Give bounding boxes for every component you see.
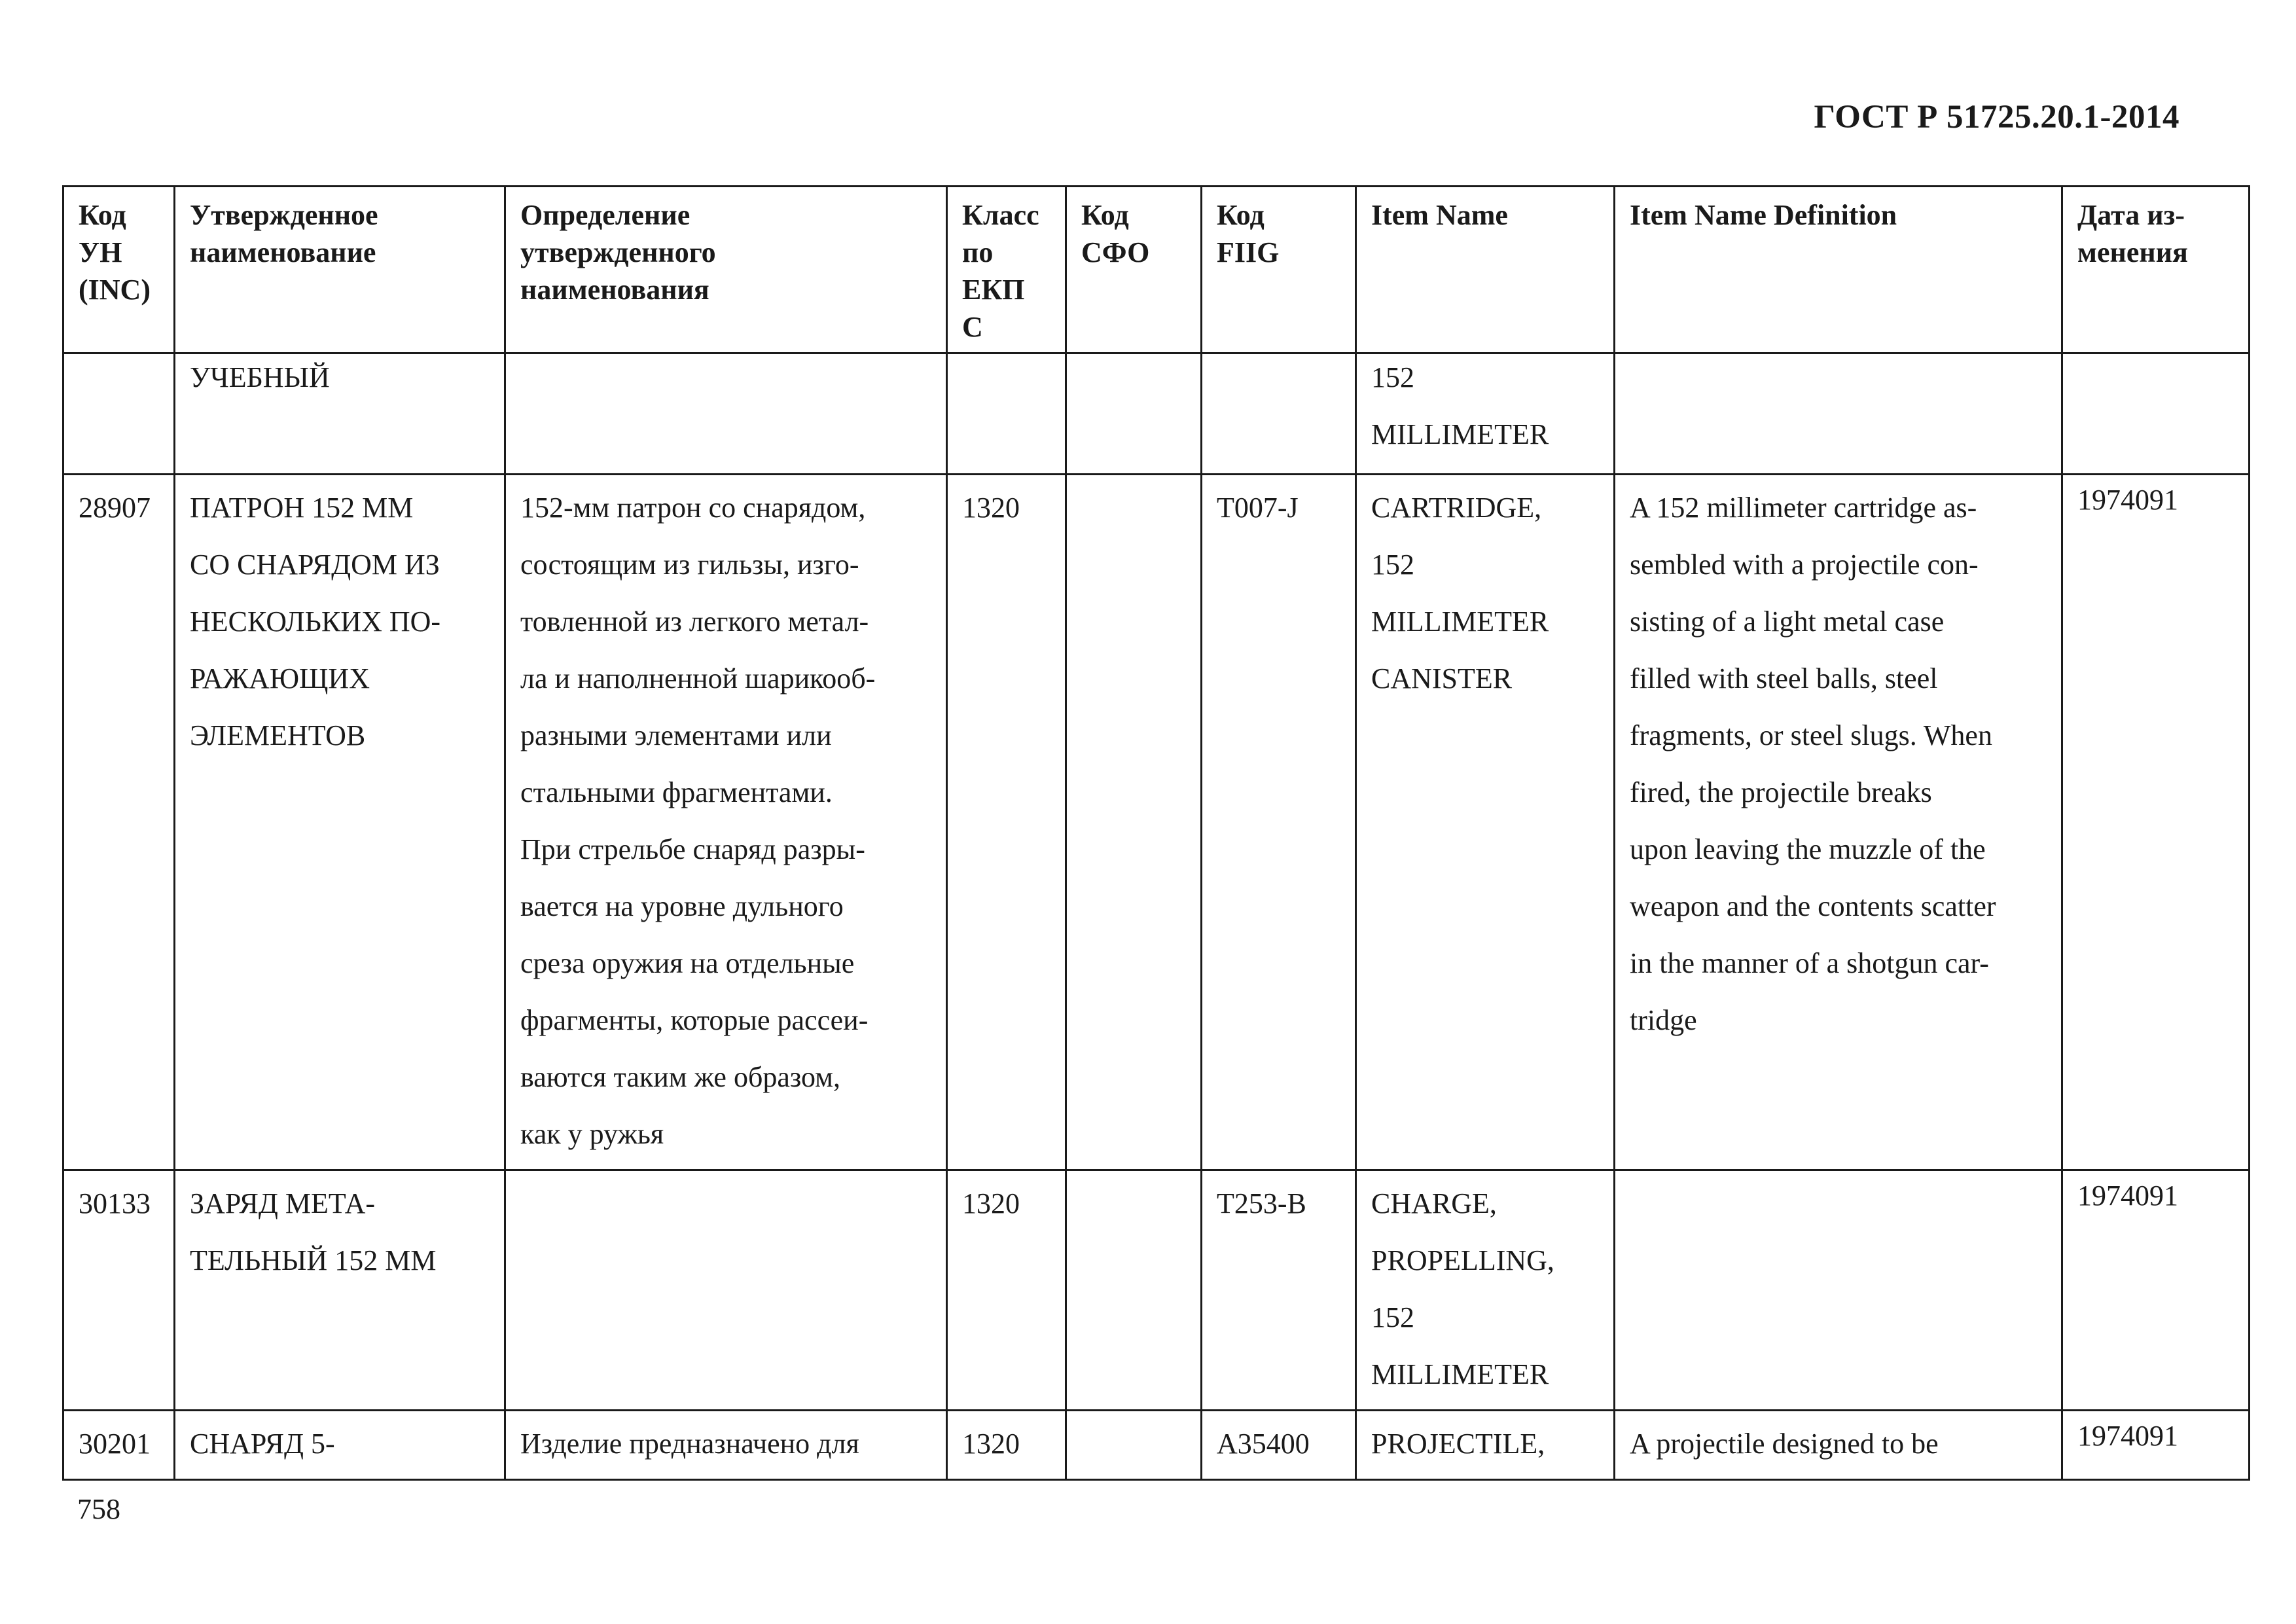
- cell-change-date: 1974091: [2062, 475, 2250, 1170]
- cell-fiig: [1202, 353, 1356, 475]
- cell-sfo: [1066, 1170, 1202, 1411]
- cell-class: [947, 353, 1066, 475]
- table-row: [63, 475, 2250, 1170]
- cell-item-name-definition: A projectile designed to be: [1615, 1411, 2062, 1480]
- cell-change-date: 1974091: [2062, 1411, 2250, 1480]
- cell-class: 1320: [947, 1411, 1066, 1480]
- cell-item-name: CHARGE, PROPELLING, 152 MILLIMETER: [1356, 1170, 1615, 1411]
- cell-inc: 30133: [63, 1170, 175, 1411]
- cell-inc: 28907: [63, 475, 175, 1170]
- cell-approved-name: ЗАРЯД МЕТА- ТЕЛЬНЫЙ 152 ММ: [175, 1170, 505, 1411]
- cell-item-name-definition: A 152 millimeter cartridge as- sembled with a projectile con- sisting of a light metal case filled with steel balls, steel fragments, or steel slugs. When fired, the projectile breaks upon leaving the muzzle of the weapon and the contents scatter in the manner of a shotgun car- tridge: [1615, 475, 2062, 1170]
- cell-item-name: 152 MILLIMETER: [1356, 353, 1615, 475]
- header-class: Класс по ЕКП С: [947, 187, 1066, 353]
- header-item-name: Item Name: [1356, 187, 1615, 353]
- cell-item-name-definition: [1615, 353, 2062, 475]
- cell-class: 1320: [947, 475, 1066, 1170]
- document-id: ГОСТ Р 51725.20.1-2014: [1814, 99, 2179, 135]
- table-row: [63, 1411, 2250, 1480]
- cell-definition: Изделие предназначено для: [505, 1411, 947, 1480]
- cell-sfo: [1066, 475, 1202, 1170]
- data-table: [62, 185, 2250, 1481]
- cell-definition: [505, 1170, 947, 1411]
- cell-item-name-definition: [1615, 1170, 2062, 1411]
- header-change-date: Дата из- менения: [2062, 187, 2250, 353]
- header-sfo: Код СФО: [1066, 187, 1202, 353]
- cell-definition: [505, 353, 947, 475]
- header-definition: Определение утвержденного наименования: [505, 187, 947, 353]
- cell-change-date: 1974091: [2062, 1170, 2250, 1411]
- cell-inc: 30201: [63, 1411, 175, 1480]
- cell-fiig: A35400: [1202, 1411, 1356, 1480]
- table-row: [63, 353, 2250, 475]
- cell-item-name: PROJECTILE,: [1356, 1411, 1615, 1480]
- cell-class: 1320: [947, 1170, 1066, 1411]
- cell-approved-name: ПАТРОН 152 ММ СО СНАРЯДОМ ИЗ НЕСКОЛЬКИХ ПО- РАЖАЮЩИХ ЭЛЕМЕНТОВ: [175, 475, 505, 1170]
- header-item-name-definition: Item Name Definition: [1615, 187, 2062, 353]
- cell-approved-name: СНАРЯД 5-: [175, 1411, 505, 1480]
- header-approved-name: Утвержденное наименование: [175, 187, 505, 353]
- header-row: [63, 187, 2250, 353]
- cell-change-date: [2062, 353, 2250, 475]
- header-inc: Код УН (INC): [63, 187, 175, 353]
- page-number: 758: [77, 1493, 120, 1525]
- cell-item-name: CARTRIDGE, 152 MILLIMETER CANISTER: [1356, 475, 1615, 1170]
- cell-fiig: T007-J: [1202, 475, 1356, 1170]
- cell-definition: 152-мм патрон со снарядом, состоящим из гильзы, изго- товленной из легкого метал- ла и наполненной шарикооб- разными элементами или стальными фрагментами. При стрельбе снаряд разры- вается на уровне дульного среза оружия на отдельные фрагменты, которые рассеи- ваются таким же образом, как у ружья: [505, 475, 947, 1170]
- cell-approved-name: УЧЕБНЫЙ: [175, 353, 505, 475]
- cell-inc: [63, 353, 175, 475]
- cell-sfo: [1066, 353, 1202, 475]
- cell-sfo: [1066, 1411, 1202, 1480]
- table-row: [63, 1170, 2250, 1411]
- cell-fiig: T253-B: [1202, 1170, 1356, 1411]
- header-fiig: Код FIIG: [1202, 187, 1356, 353]
